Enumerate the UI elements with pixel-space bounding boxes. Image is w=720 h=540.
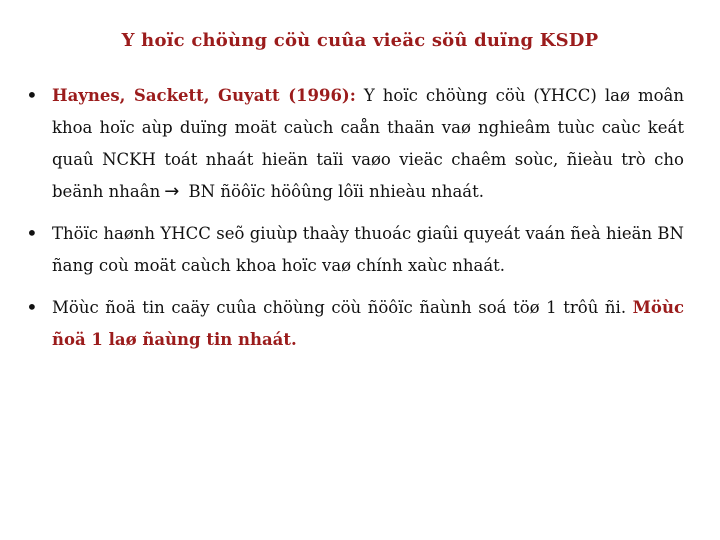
evidence-level-highlight: Möùc ñoä 1 laø ñaùng tin nhaát. (52, 298, 684, 349)
citation-authors: Haynes, Sackett, Guyatt (1996): (52, 86, 356, 105)
bullet-item-definition (24, 80, 684, 208)
definition-outcome: BN ñöôïc höôûng lôïi nhieàu nhaát. (183, 182, 484, 201)
bullet-icon: • (26, 295, 38, 319)
definition-text: Y hoïc chöùng cöù (YHCC) laø moân khoa hoïc aùp duïng moät caùch caån thaän vaø nghieâm tuùc caùc keát quaû NCKH toát nhaát hieän taïi vaøo vieäc chaêm soùc, ñieàu trò cho beänh nhaân (52, 86, 684, 201)
practice-text: Thöïc haønh YHCC seõ giuùp thaày thuoác giaûi quyeát vaán ñeà hieän BN ñang coù moät caùch khoa hoïc vaø chính xaùc nhaát. (52, 224, 684, 275)
arrow-right-icon: → (164, 181, 180, 202)
bullet-icon: • (26, 221, 38, 245)
bullet-list (24, 80, 684, 366)
bullet-item-evidence-level (24, 292, 684, 356)
bullet-icon: • (26, 83, 38, 107)
bullet-item-practice (24, 218, 684, 282)
slide-title: Y hoïc chöùng cöù cuûa vieäc söû duïng KSDP (121, 30, 599, 51)
evidence-level-text: Möùc ñoä tin caäy cuûa chöùng cöù ñöôïc ñaùnh soá töø 1 trôû ñi. (52, 298, 633, 317)
